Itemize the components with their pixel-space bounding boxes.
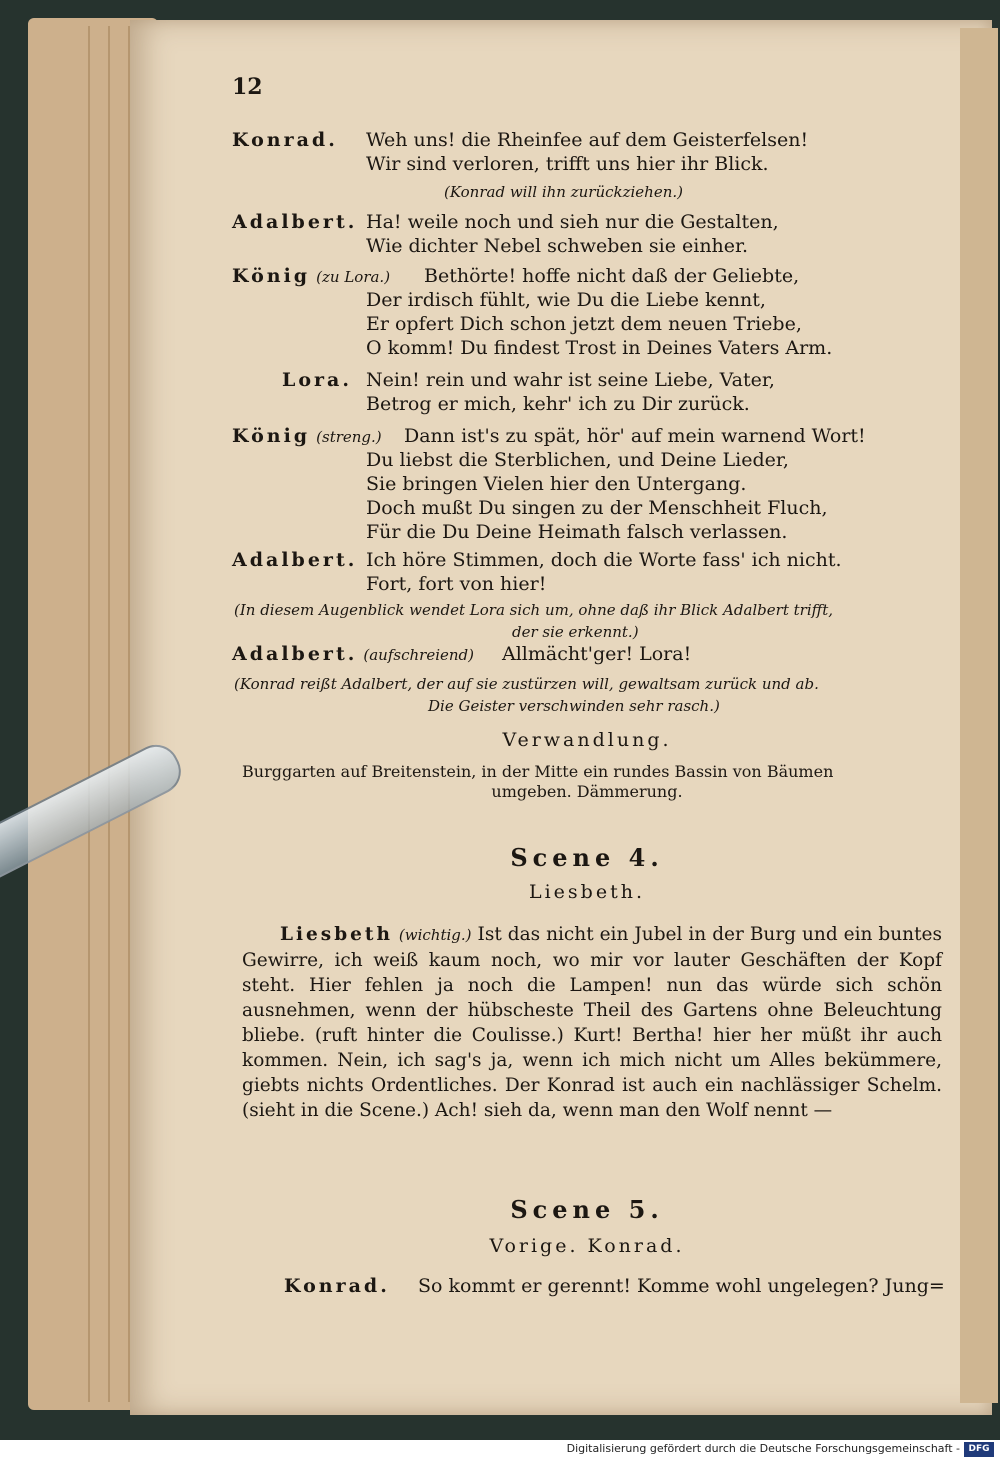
stage-direction: (In diesem Augenblick wendet Lora sich um, ohne daß ihr Blick Adalbert trifft, bbox=[234, 601, 834, 619]
speaker-label: Adalbert. bbox=[232, 211, 358, 233]
speaker-label: Konrad. bbox=[284, 1275, 390, 1297]
verse-line: Sie bringen Vielen hier den Untergang. bbox=[366, 473, 747, 495]
speaker-label: Lora. bbox=[282, 369, 352, 391]
footer-bar bbox=[0, 1440, 1000, 1460]
speaker-label: Adalbert. bbox=[232, 549, 358, 571]
stage-direction: (Konrad reißt Adalbert, der auf sie zustürzen will, gewaltsam zurück und ab. bbox=[234, 675, 819, 693]
stage-direction: der sie erkennt.) bbox=[512, 623, 639, 641]
verse-line: Wir sind verloren, trifft uns hier ihr Blick. bbox=[366, 153, 769, 175]
speaker-label: König (streng.) bbox=[232, 425, 382, 447]
verwandlung-heading: Verwandlung. bbox=[502, 729, 672, 751]
scene-description: Burggarten auf Breitenstein, in der Mitte ein rundes Bassin von Bäumen bbox=[242, 762, 834, 781]
verse-line: Weh uns! die Rheinfee auf dem Geisterfelsen! bbox=[366, 129, 809, 151]
verse-line: Allmächt'ger! Lora! bbox=[502, 643, 692, 665]
verse-line: O komm! Du findest Trost in Deines Vaters Arm. bbox=[366, 337, 833, 359]
stage-direction: (Konrad will ihn zurückziehen.) bbox=[444, 183, 683, 201]
scene-5-characters: Vorige. Konrad. bbox=[489, 1235, 685, 1257]
scene-4-characters: Liesbeth. bbox=[528, 881, 645, 903]
speaker-label: Konrad. bbox=[232, 129, 338, 151]
scene-4-heading: Scene 4. bbox=[510, 843, 664, 872]
verse-line: Er opfert Dich schon jetzt dem neuen Triebe, bbox=[366, 313, 802, 335]
verse-line: Der irdisch fühlt, wie Du die Liebe kennt, bbox=[366, 289, 766, 311]
verse-line: Für die Du Deine Heimath falsch verlassen. bbox=[366, 521, 788, 543]
prose-line: So kommt er gerennt! Komme wohl ungelegen? Jung= bbox=[418, 1275, 945, 1297]
verse-line: Ich höre Stimmen, doch die Worte fass' ich nicht. bbox=[366, 549, 842, 571]
verse-line: Du liebst die Sterblichen, und Deine Lieder, bbox=[366, 449, 789, 471]
speaker-label: Adalbert. (aufschreiend) bbox=[232, 643, 474, 665]
verse-line: Fort, fort von hier! bbox=[366, 573, 547, 595]
page-number: 12 bbox=[232, 74, 263, 100]
verse-line: Dann ist's zu spät, hör' auf mein warnend Wort! bbox=[404, 425, 866, 447]
verse-line: Ha! weile noch und sieh nur die Gestalten, bbox=[366, 211, 779, 233]
verse-line: Wie dichter Nebel schweben sie einher. bbox=[366, 235, 749, 257]
dfg-logo: DFG bbox=[964, 1442, 994, 1457]
speaker-label: König (zu Lora.) bbox=[232, 265, 391, 287]
scene-description: umgeben. Dämmerung. bbox=[491, 782, 683, 801]
verse-line: Betrog er mich, kehr' ich zu Dir zurück. bbox=[366, 393, 750, 415]
verse-line: Doch mußt Du singen zu der Menschheit Fluch, bbox=[366, 497, 828, 519]
verse-line: Nein! rein und wahr ist seine Liebe, Vater, bbox=[366, 369, 775, 391]
scene-5-heading: Scene 5. bbox=[510, 1195, 664, 1224]
dfg-credit: Digitalisierung gefördert durch die Deutsche Forschungsgemeinschaft - bbox=[566, 1442, 960, 1455]
next-page-edge bbox=[960, 28, 998, 1403]
scene-4-speech: Liesbeth (wichtig.) Ist das nicht ein Jubel in der Burg und ein buntes Gewirre, ich weiß kaum noch, wo mir vor lauter Geschäften der Kopf steht. Hier fehlen ja noch die Lampen! nun das würde sich schön ausnehmen, wenn der hübscheste Theil des Gartens ohne Beleuchtung bliebe. (ruft hinter die Coulisse.) Kurt! Bertha! hier her müßt ihr auch kommen. Nein, ich sag's ja, wenn ich mich nicht um Alles bekümmere, giebts nichts Ordentliches. Der Konrad ist auch ein nachlässiger Schelm. (sieht in die Scene.) Ach! sieh da, wenn man den Wolf nennt — bbox=[242, 924, 942, 1121]
stage-direction: Die Geister verschwinden sehr rasch.) bbox=[428, 697, 720, 715]
verse-line: Bethörte! hoffe nicht daß der Geliebte, bbox=[424, 265, 800, 287]
